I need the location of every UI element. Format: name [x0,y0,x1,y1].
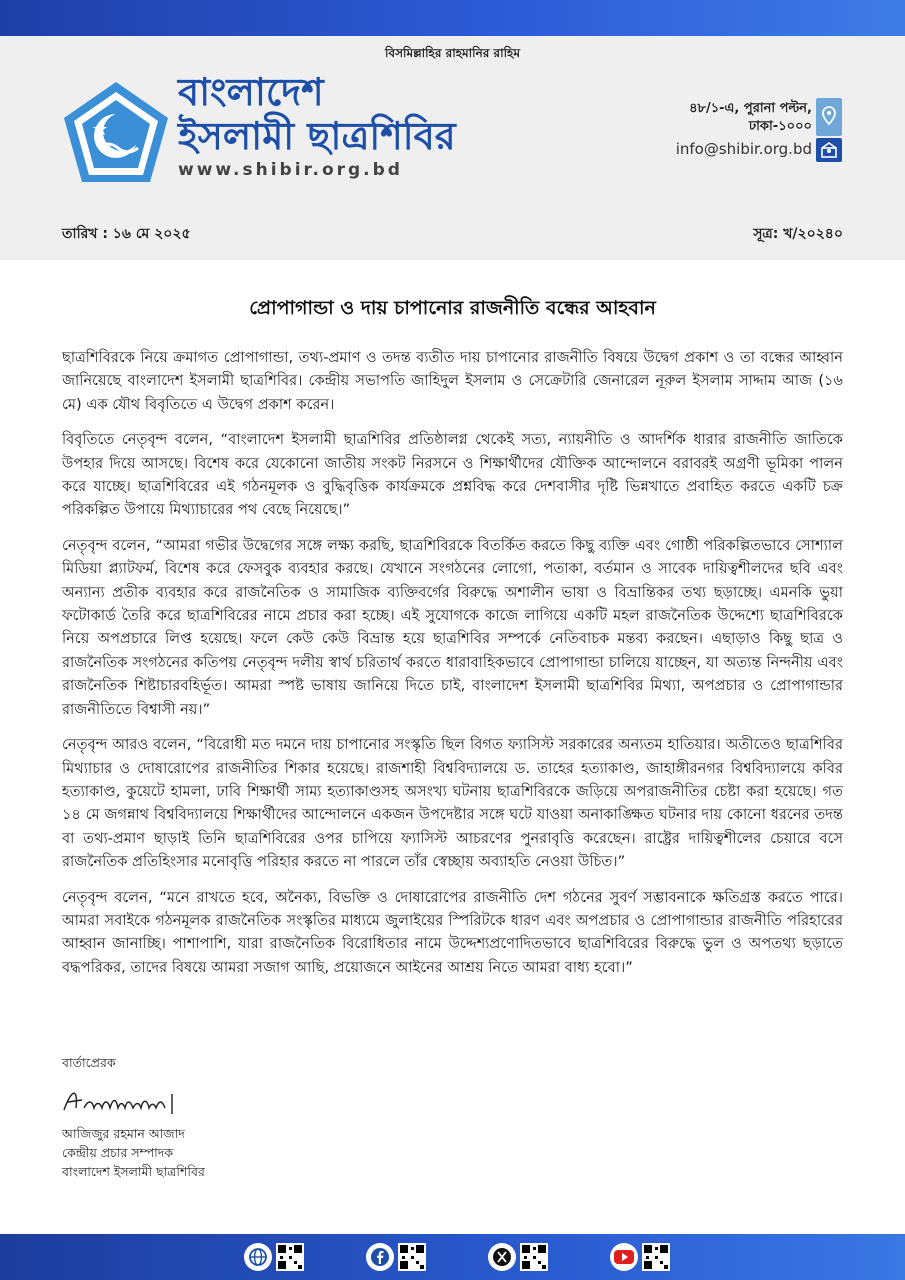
paragraph: নেতৃবৃন্দ আরও বলেন, “বিরোধী মত দমনে দায় চাপানোর সংস্কৃতি ছিল বিগত ফ্যাসিস্ট সরকারের অন্যতম হাতিয়ার। অতীতেও ছাত্রশিবির মিথ্যাচার ও দোষারোপের রাজনীতির শিকার হয়েছে। রাজশাহী বিশ্ববিদ্যালয়ে ড. তাহের হত্যাকাণ্ড, জাহাঙ্গীরনগর বিশ্ববিদ্যালয়ে কবির হত্যাকাণ্ড, কুয়েটে হামলা, ঢাবি শিক্ষার্থী সাম্য হত্যাকাণ্ডসহ অসংখ্য ঘটনায় ছাত্রশিবিরকে জড়িয়ে অপরাজনীতির চেষ্টা করা হয়েছে। গত ১৪ মে জগন্নাথ বিশ্ববিদ্যালয়ে শিক্ষার্থীদের আন্দোলনে একজন উপদেষ্টার সঙ্গে ঘটে যাওয়া অনাকাঙ্ক্ষিত ঘটনার দায় কোনো ধরনের তদন্ত বা তথ্য-প্রমাণ ছাড়াই তিনি ছাত্রশিবিরের ওপর চাপিয়ে ফ্যাসিস্ট আচরণের পুনরাবৃত্তি করেছেন। রাষ্ট্রের দায়িত্বশীলের চেয়ারে বসে রাজনৈতিক প্রতিহিংসার মনোবৃত্তি পরিহার করতে না পারলে তাঁর স্বেচ্ছায় অব্যাহতি নেওয়া উচিত।” [62,736,843,871]
date-text: তারিখ : ১৬ মে ২০২৫ [62,226,191,242]
qr-code-icon [398,1243,426,1271]
document-body [62,346,843,991]
qr-code-icon [642,1243,670,1271]
shibir-logo-icon [60,78,172,190]
signatory-designation: কেন্দ্রীয় প্রচার সম্পাদক [62,1145,174,1160]
social-website[interactable] [244,1242,304,1272]
social-x[interactable] [488,1242,548,1272]
x-icon[interactable] [488,1243,516,1271]
sender-label: বার্তাপ্রেরক [62,1055,116,1070]
social-facebook[interactable] [366,1242,426,1272]
org-name-line1: বাংলাদেশ [178,70,324,114]
youtube-icon[interactable] [610,1243,638,1271]
paragraph: নেতৃবৃন্দ বলেন, “আমরা গভীর উদ্বেগের সঙ্গে লক্ষ্য করছি, ছাত্রশিবিরকে বিতর্কিত করতে কিছু ব্যক্তি এবং গোষ্ঠী পরিকল্পিতভাবে সোশ্যাল মিডিয়া প্ল্যাটফর্ম, বিশেষ করে ফেসবুক ব্যবহার করছে। যেখানে সংগঠনের লোগো, পতাকা, বর্তমান ও সাবেক দায়িত্বশীলদের ছবি এবং অন্যান্য প্রতীক ব্যবহার করে রাজনৈতিক ও সামাজিক ব্যক্তিবর্গের বিরুদ্ধে অশালীন ভাষা ও বিভ্রান্তিকর তথ্য ছড়াচ্ছে। এমনকি ভুয়া ফটোকার্ড তৈরি করে ছাত্রশিবিরের নামে প্রচার করা হচ্ছে। এই সুযোগকে কাজে লাগিয়ে একটি মহল রাজনৈতিক উদ্দেশ্যে ছাত্রশিবিরকে নিয়ে অপপ্রচারে লিপ্ত হয়েছে। ফলে কেউ কেউ বিভ্রান্ত হয়ে ছাত্রশিবির সম্পর্কে নেতিবাচক মন্তব্য করছেন। এছাড়াও কিছু ছাত্র ও রাজনৈতিক সংগঠনের কতিপয় নেতৃবৃন্দ দলীয় স্বার্থ চরিতার্থ করতে ধারাবাহিকভাবে প্রোপাগান্ডা চালিয়ে যাচ্ছেন, যা অত্যন্ত নিন্দনীয় এবং রাজনৈতিক শিষ্টাচারবহির্ভূত। আমরা স্পষ্ট ভাষায় জানিয়ে দিতে চাই, বাংলাদেশ ইসলামী ছাত্রশিবির মিথ্যা, অপপ্রচার ও প্রোপাগান্ডার রাজনীতিতে বিশ্বাসী নয়।” [62,536,843,718]
document-title: প্রোপাগান্ডা ও দায় চাপানোর রাজনীতি বন্ধের আহবান [249,297,656,319]
signature-icon [62,1084,182,1118]
footer-bar [0,1234,905,1280]
location-icon [816,98,842,136]
address-line1: ৪৮/১-এ, পুরানা পল্টন, [689,101,812,116]
address [689,100,812,136]
social-youtube[interactable] [610,1242,670,1272]
facebook-icon[interactable] [366,1243,394,1271]
qr-code-icon [520,1243,548,1271]
signatory-organization: বাংলাদেশ ইসলামী ছাত্রশিবির [62,1164,205,1179]
paragraph: বিবৃতিতে নেতৃবৃন্দ বলেন, “বাংলাদেশ ইসলামী ছাত্রশিবির প্রতিষ্ঠালগ্ন থেকেই সত্য, ন্যায়নীতি ও আদর্শিক ধারার রাজনীতি জাতিকে উপহার দিয়ে আসছে। বিশেষ করে যেকোনো জাতীয় সংকট নিরসনে ও শিক্ষার্থীদের যৌক্তিক আন্দোলনে বরাবরই অগ্রণী ভূমিকা পালন করে যাচ্ছে। ছাত্রশিবিরের এই গঠনমূলক ও বুদ্ধিবৃত্তিক কার্যক্রমকে প্রশ্নবিদ্ধ করে দেশবাসীর দৃষ্টি ভিন্নখাতে প্রবাহিত করতে একটি চক্র পরিকল্পিত উপায়ে মিথ্যাচারের পথ বেছে নিয়েছে।” [62,431,843,519]
bismillah-text: বিসমিল্লাহির রাহমানির রাহিম [384,46,521,60]
org-name-line2: ইসলামী ছাত্রশিবির [178,114,456,158]
letterhead [0,36,905,260]
signatory [62,1124,205,1181]
website-text: www.shibir.org.bd [178,160,403,180]
paragraph: ছাত্রশিবিরকে নিয়ে ক্রমাগত প্রোপাগান্ডা, তথ্য-প্রমাণ ও তদন্ত ব্যতীত দায় চাপানোর রাজনীতি বিষয়ে উদ্বেগ প্রকাশ ও তা বন্ধের আহ্বান জানিয়েছে বাংলাদেশ ইসলামী ছাত্রশিবির। কেন্দ্রীয় সভাপতি জাহিদুল ইসলাম ও সেক্রেটারি জেনারেল নূরুল ইসলাম সাদ্দাম আজ (১৬ মে) এক যৌথ বিবৃতিতে এ উদ্বেগ প্রকাশ করেন। [62,349,843,413]
mail-icon [816,138,842,162]
globe-icon[interactable] [244,1243,272,1271]
paragraph: নেতৃবৃন্দ বলেন, “মনে রাখতে হবে, অনৈক্য, বিভক্তি ও দোষারোপের রাজনীতি দেশ গঠনের সুবর্ণ সম্ভাবনাকে ক্ষতিগ্রস্ত করতে পারে। আমরা সবাইকে গঠনমূলক রাজনৈতিক সংস্কৃতির মাধ্যমে জুলাইয়ের স্পিরিটকে ধারণ এবং অপপ্রচার ও প্রোপাগান্ডার রাজনীতি পরিহারের আহ্বান জানাচ্ছি। পাশাপাশি, যারা রাজনৈতিক বিরোধিতার নামে উদ্দেশ্যপ্রণোদিতভাবে ছাত্রশিবিরের বিরুদ্ধে ভুল ও অপতথ্য ছড়াতে বদ্ধপরিকর, তাদের বিষয়ে আমরা সজাগ আছি, প্রয়োজনে আইনের আশ্রয় নিতে আমরা বাধ্য হবো।” [62,888,843,976]
email-text: info@shibir.org.bd [675,140,812,158]
qr-code-icon [276,1243,304,1271]
address-line2: ঢাকা-১০০০ [748,119,812,134]
top-color-bar [0,0,905,36]
reference-text: সূত্র: খ/২০২৪০ [753,226,843,242]
signatory-name: আজিজুর রহমান আজাদ [62,1126,185,1141]
